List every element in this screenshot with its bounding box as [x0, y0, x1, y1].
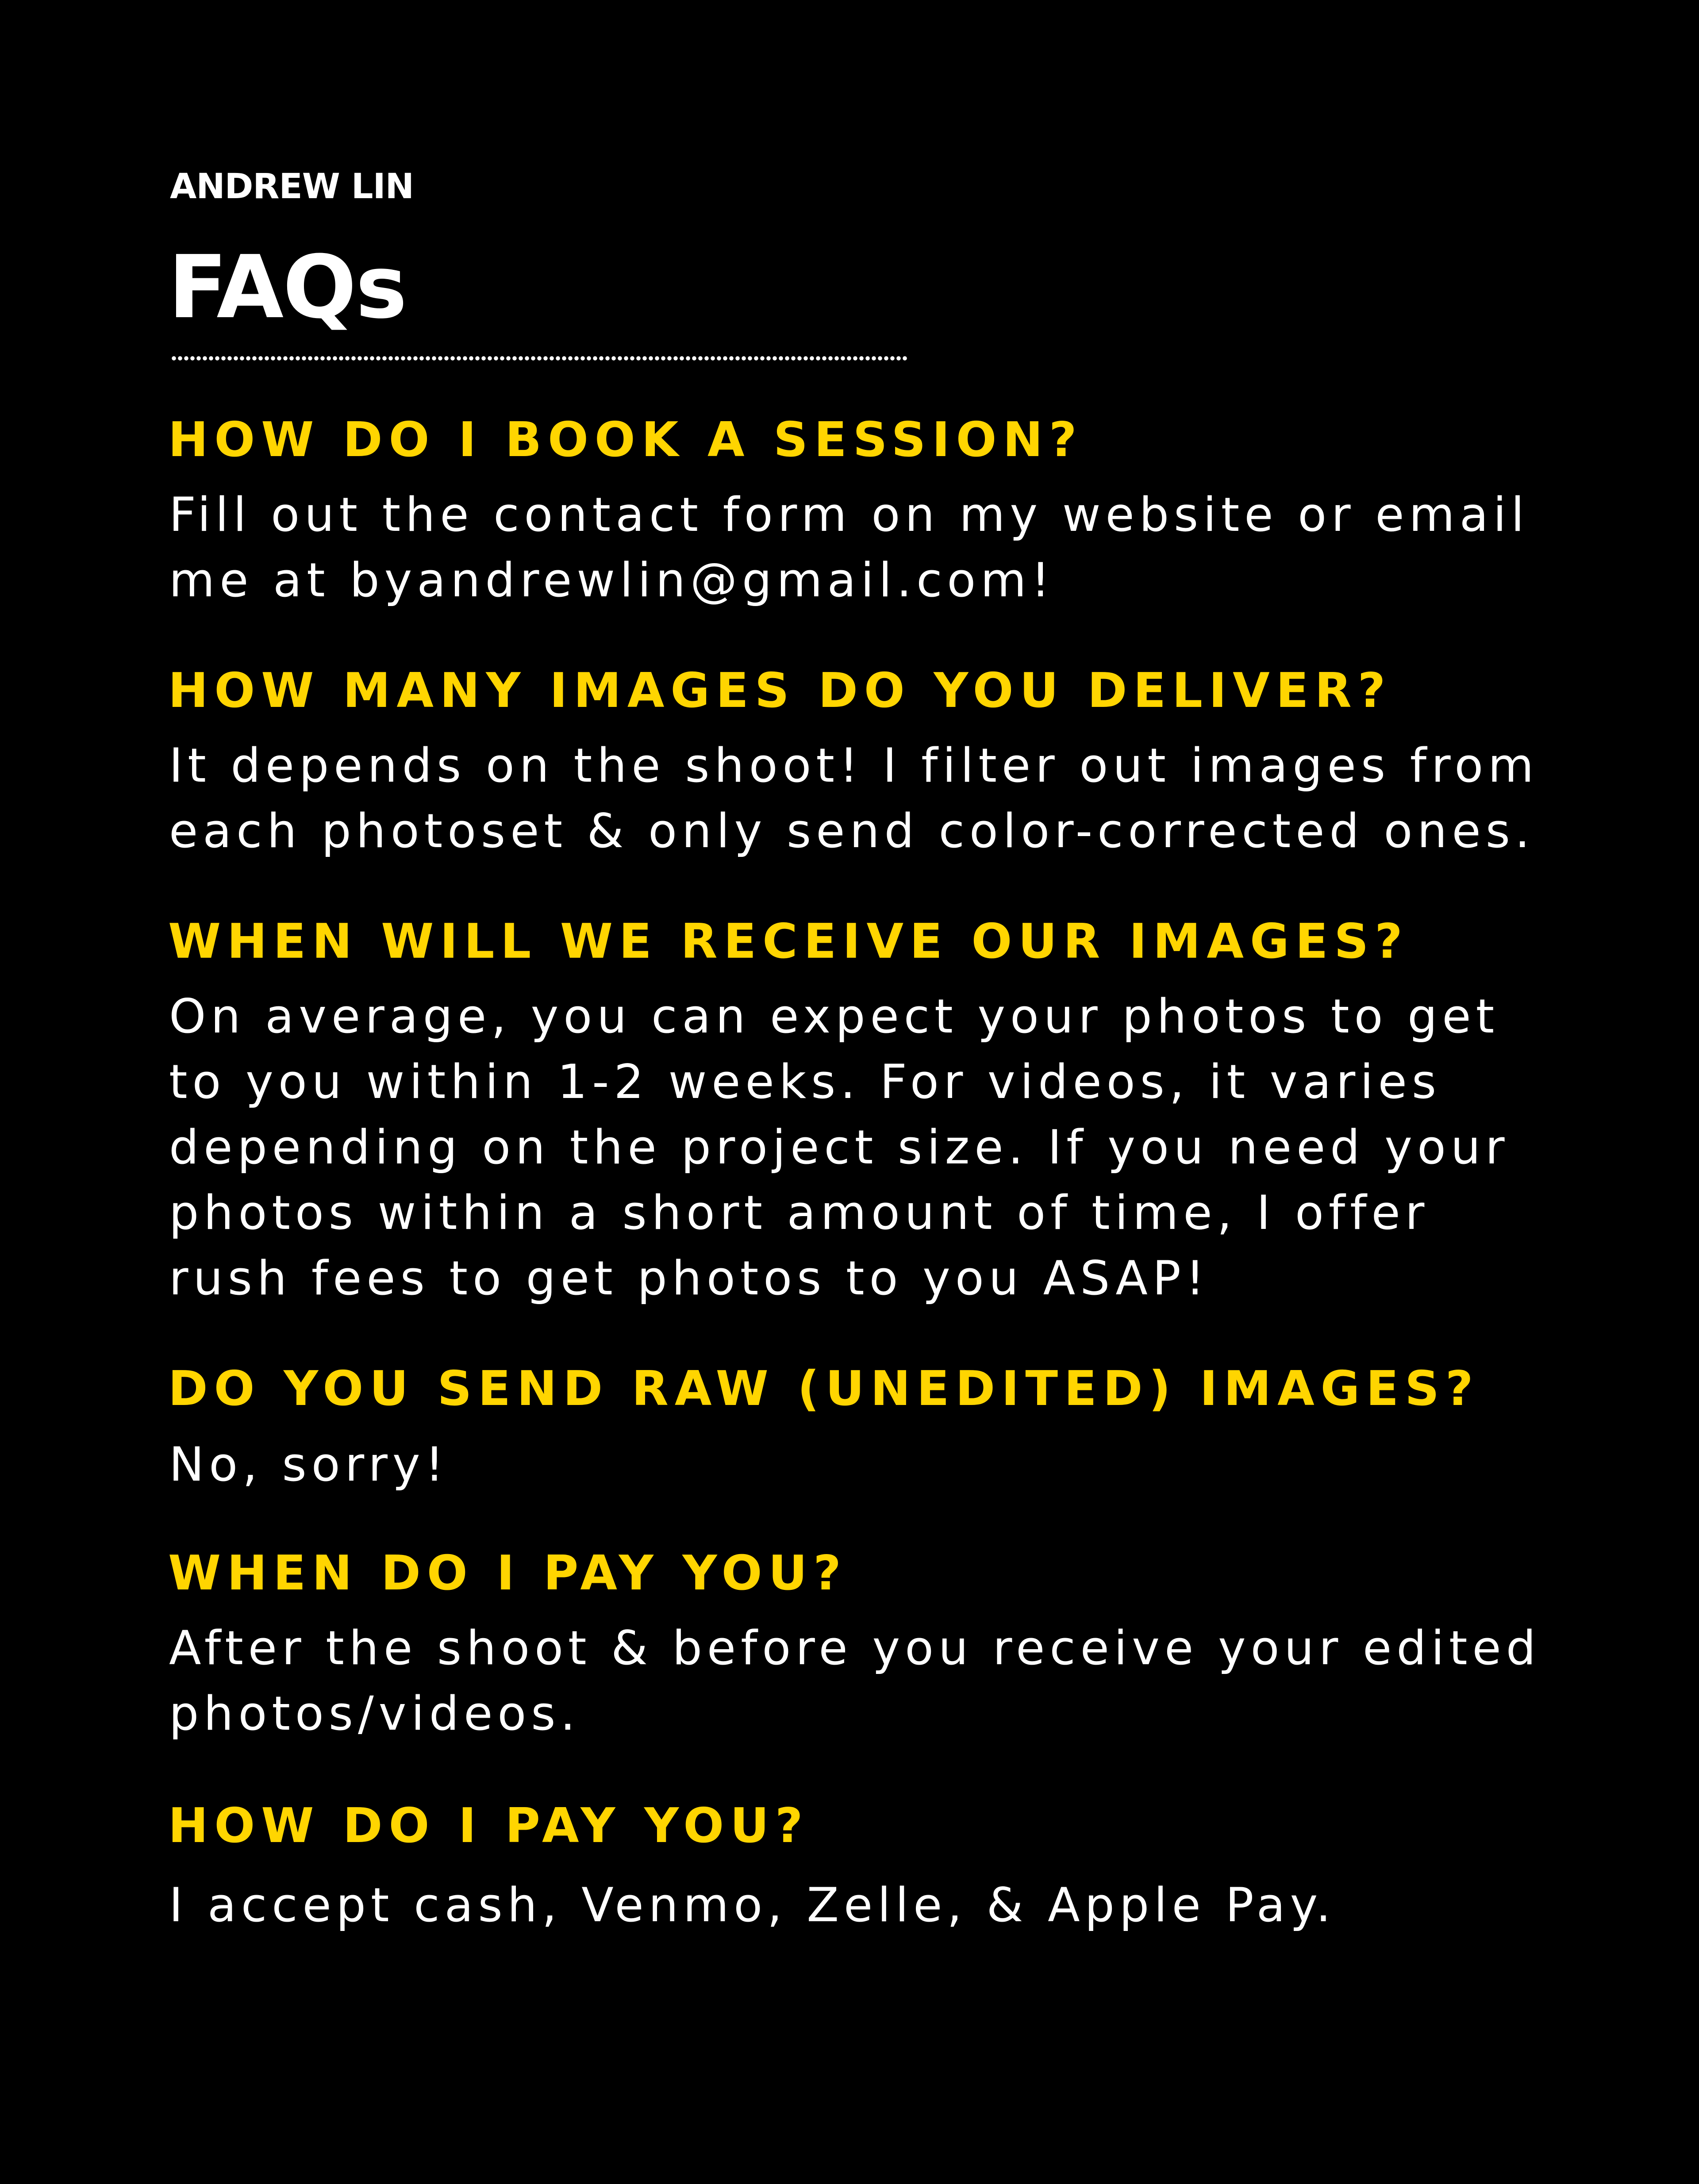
- faq-question-image-count: HOW MANY IMAGES DO YOU DELIVER?: [168, 663, 1392, 718]
- author-name: ANDREW LIN: [170, 167, 414, 207]
- faq-answer-delivery-time: On average, you can expect your photos to get to you within 1-2 weeks. For videos, it varies depending on the project size. If you need your photos within a short amount of time, I offer rush fees to get photos to you ASAP!: [169, 989, 1510, 1305]
- faq-answer-raw-images: No, sorry!: [169, 1437, 449, 1492]
- page-title: FAQs: [168, 237, 407, 338]
- faq-answer-payment-timing: After the shoot & before you receive your edited photos/videos.: [169, 1621, 1541, 1741]
- faq-question-payment-methods: HOW DO I PAY YOU?: [168, 1798, 809, 1854]
- faq-question-booking: HOW DO I BOOK A SESSION?: [168, 412, 1083, 468]
- dotted-divider: [172, 355, 908, 361]
- faq-answer-image-count: It depends on the shoot! I filter out images from each photoset & only send color-corrected ones.: [169, 738, 1539, 858]
- faq-question-payment-timing: WHEN DO I PAY YOU?: [168, 1546, 847, 1601]
- faq-question-raw-images: DO YOU SEND RAW (UNEDITED) IMAGES?: [168, 1361, 1480, 1416]
- faq-question-delivery-time: WHEN WILL WE RECEIVE OUR IMAGES?: [168, 914, 1409, 969]
- faq-answer-payment-methods: I accept cash, Venmo, Zelle, & Apple Pay.: [169, 1878, 1336, 1932]
- faq-answer-booking: Fill out the contact form on my website or email me at byandrewlin@gmail.com!: [169, 487, 1529, 607]
